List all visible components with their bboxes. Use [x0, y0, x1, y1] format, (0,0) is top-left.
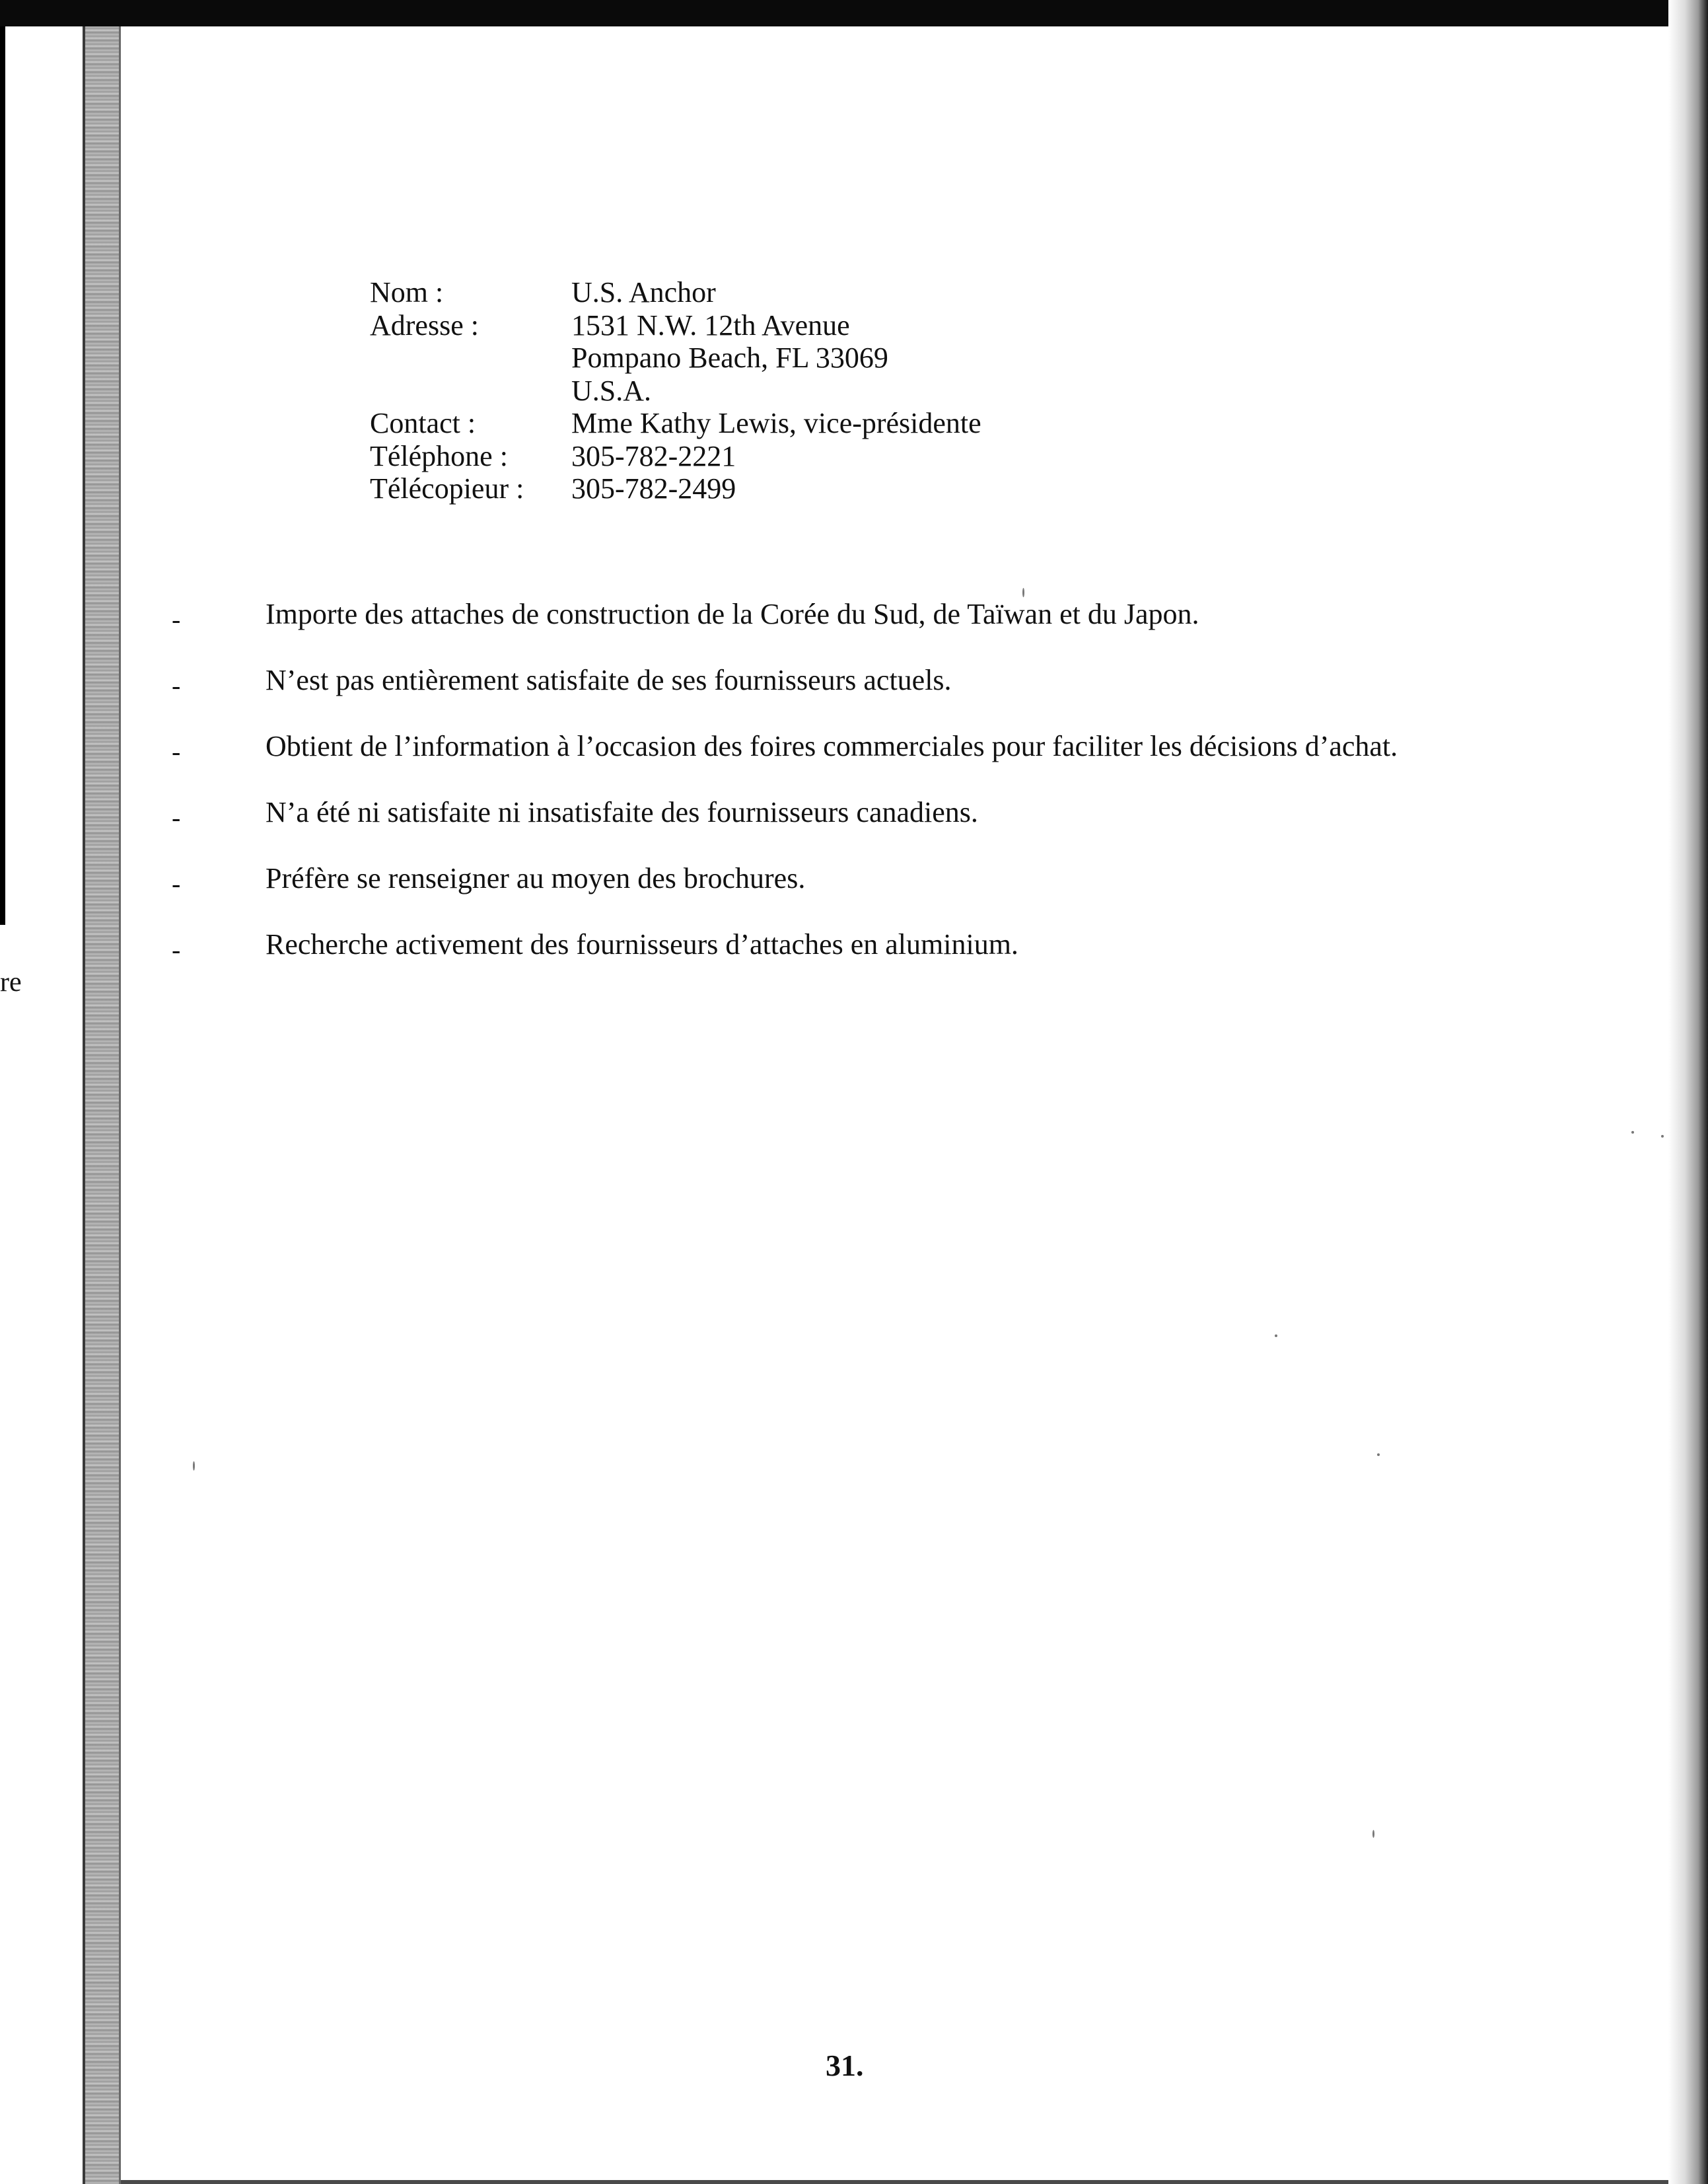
left-scan-border: [0, 26, 5, 925]
contact-label: Contact :: [370, 407, 476, 439]
scan-speck: [193, 1461, 195, 1471]
contact-row-address-country: [370, 375, 981, 408]
contact-row-address: [370, 309, 981, 342]
scan-top-edge: [0, 0, 1708, 26]
binding-strip: [83, 26, 121, 2184]
scan-right-edge: [1668, 0, 1708, 2184]
contact-value: Mme Kathy Lewis, vice-présidente: [571, 407, 981, 439]
contact-label: [370, 342, 571, 375]
list-item-text: Importe des attaches de construction de la Corée du Sud, de Taïwan et du Japon.: [266, 598, 1199, 630]
list-item-text: N’a été ni satisfaite ni insatisfaite des fournisseurs canadiens.: [266, 796, 978, 828]
contact-value: Pompano Beach, FL 33069: [571, 342, 888, 374]
contact-label: Nom :: [370, 276, 444, 309]
list-item: [172, 730, 1427, 766]
list-item-text: Recherche activement des fournisseurs d’attaches en aluminium.: [266, 928, 1018, 961]
contact-value: 305-782-2499: [571, 472, 736, 505]
list-item-text: Obtient de l’information à l’occasion des foires commerciales pour faciliter les décisions d’achat.: [266, 730, 1398, 762]
scan-speck: [1377, 1453, 1380, 1456]
page-number: 31.: [826, 2049, 864, 2082]
dash-bullet: -: [172, 869, 181, 898]
margin-text-fragment: re: [0, 967, 22, 998]
dash-bullet: -: [172, 737, 181, 766]
contact-value: U.S.A.: [571, 374, 652, 407]
list-item-text: N’est pas entièrement satisfaite de ses fournisseurs actuels.: [266, 664, 952, 696]
contact-value: 305-782-2221: [571, 439, 736, 472]
scan-speck: [1275, 1334, 1277, 1337]
contact-label: Téléphone :: [370, 439, 508, 472]
dash-bullet: -: [172, 604, 181, 634]
scan-speck: [1022, 588, 1024, 597]
contact-label: Télécopieur :: [370, 472, 524, 505]
contact-row-contact: [370, 407, 981, 440]
contact-info-block: [370, 276, 981, 505]
list-item-text: Préfère se renseigner au moyen des brochures.: [266, 862, 806, 894]
contact-row-address-city: [370, 342, 981, 375]
list-item: [172, 862, 1427, 898]
scan-speck: [1661, 1135, 1664, 1138]
list-item: [172, 796, 1427, 832]
contact-row-fax: [370, 472, 981, 505]
contact-row-phone: [370, 440, 981, 473]
dash-bullet: -: [172, 935, 181, 965]
contact-label: [370, 375, 571, 408]
list-item: [172, 664, 1427, 700]
contact-value: 1531 N.W. 12th Avenue: [571, 309, 850, 342]
list-item: [172, 928, 1427, 965]
left-page-margin: [0, 26, 83, 2184]
contact-value: U.S. Anchor: [571, 276, 716, 309]
bullet-list: [172, 598, 1427, 994]
scan-speck: [1372, 1830, 1374, 1838]
scan-speck: [1631, 1131, 1634, 1134]
dash-bullet: -: [172, 803, 181, 832]
list-item: [172, 598, 1427, 634]
contact-label: Adresse :: [370, 309, 479, 342]
scan-bottom-edge: [121, 2180, 1668, 2184]
contact-row-name: [370, 276, 981, 309]
dash-bullet: -: [172, 671, 181, 700]
